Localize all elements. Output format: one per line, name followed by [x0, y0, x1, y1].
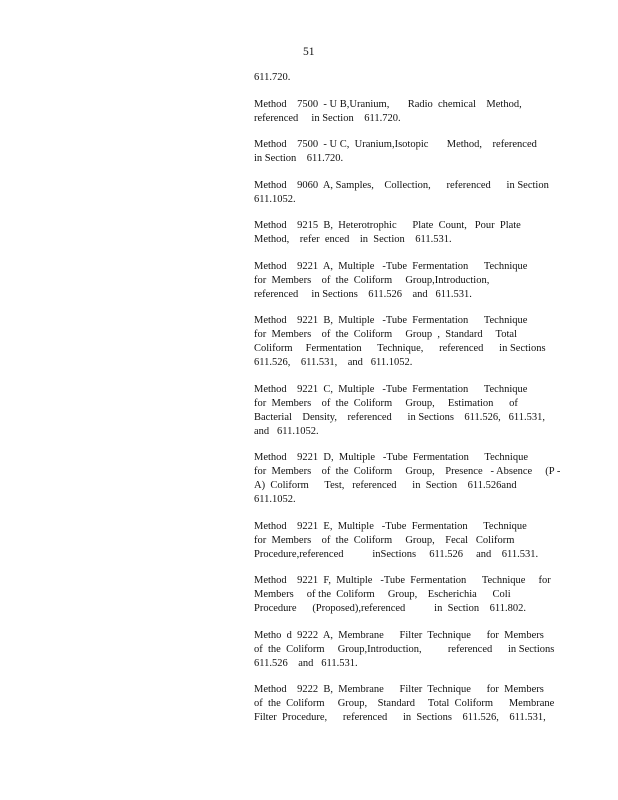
- paragraph: [254, 314, 544, 370]
- text-line: 611.526 and 611.531.: [254, 657, 358, 669]
- text-line: Bacterial Density, referenced in Sections 611.526, 611.531,: [254, 411, 546, 423]
- text-line: Procedure (Proposed),referenced in Section 611.802.: [254, 603, 526, 614]
- text-line: Procedure,referenced inSections 611.526 and 611.531.: [254, 548, 539, 560]
- text-line: for Members of the Coliform Group,Introduction,: [254, 274, 490, 286]
- text-line: Method 9222 B, Membrane Filter Technique for Members: [254, 684, 544, 695]
- text-line: Filter Procedure, referenced in Sections 611.526, 611.531,: [254, 712, 546, 723]
- text-line: for Members of the Coliform Group, Estimation of: [254, 397, 518, 409]
- text-line: Method 9221 C, Multiple -Tube Fermentation Technique: [254, 383, 528, 395]
- text-line: 611.720.: [254, 72, 291, 83]
- paragraph: [254, 683, 555, 725]
- text-line: Method 9221 D, Multiple -Tube Fermentation Technique: [254, 452, 528, 463]
- text-line: Method, refer enced in Section 611.531.: [254, 234, 452, 245]
- text-line: Metho d 9222 A, Membrane Filter Technique for Members: [254, 629, 544, 641]
- document-body: [254, 71, 561, 738]
- text-line: for Members of the Coliform Group, Fecal Coliform: [254, 534, 515, 546]
- text-line: Coliform Fermentation Technique, referenced in Sections: [254, 343, 546, 354]
- text-line: Method 9060 A, Samples, Collection, referenced in Section: [254, 179, 549, 191]
- text-line: Method 9221 E, Multiple -Tube Fermentation Technique: [254, 520, 527, 532]
- page-number: 51: [303, 46, 315, 58]
- paragraph: [254, 520, 544, 562]
- text-line: referenced in Sections 611.526 and 611.531.: [254, 288, 472, 300]
- paragraph: [254, 383, 544, 439]
- text-line: Members of the Coliform Group, Escherichia Coli: [254, 589, 511, 600]
- text-line: for Members of the Coliform Group , Standard Total: [254, 329, 517, 340]
- text-line: Method 9215 B, Heterotrophic Plate Count, Pour Plate: [254, 220, 521, 231]
- paragraph: [254, 451, 561, 507]
- text-line: Method 7500 - U B,Uranium, Radio chemical Method,: [254, 98, 522, 110]
- text-line: Method 9221 A, Multiple -Tube Fermentation Technique: [254, 260, 528, 272]
- paragraph: [254, 219, 544, 247]
- text-line: Method 7500 - U C, Uranium,Isotopic Method, referenced: [254, 139, 537, 150]
- text-line: and 611.1052.: [254, 425, 319, 437]
- text-line: Method 9221 F, Multiple -Tube Fermentation Technique for: [254, 575, 551, 586]
- paragraph: [254, 260, 544, 302]
- paragraph: [254, 71, 544, 85]
- text-line: for Members of the Coliform Group, Presence - Absence (P -: [254, 466, 561, 477]
- text-line: of the Coliform Group, Standard Total Coliform Membrane: [254, 698, 555, 709]
- paragraph: [254, 98, 544, 126]
- paragraph: [254, 574, 551, 616]
- text-line: 611.1052.: [254, 193, 296, 205]
- paragraph: [254, 138, 544, 166]
- text-line: in Section 611.720.: [254, 153, 344, 164]
- text-line: referenced in Section 611.720.: [254, 112, 401, 124]
- text-line: of the Coliform Group,Introduction, referenced in Sections: [254, 643, 555, 655]
- text-line: Method 9221 B, Multiple -Tube Fermentation Technique: [254, 315, 528, 326]
- paragraph: [254, 629, 555, 671]
- text-line: 611.1052.: [254, 494, 296, 505]
- text-line: A) Coliform Test, referenced in Section 611.526and: [254, 480, 517, 491]
- paragraph: [254, 179, 549, 207]
- text-line: 611.526, 611.531, and 611.1052.: [254, 357, 413, 368]
